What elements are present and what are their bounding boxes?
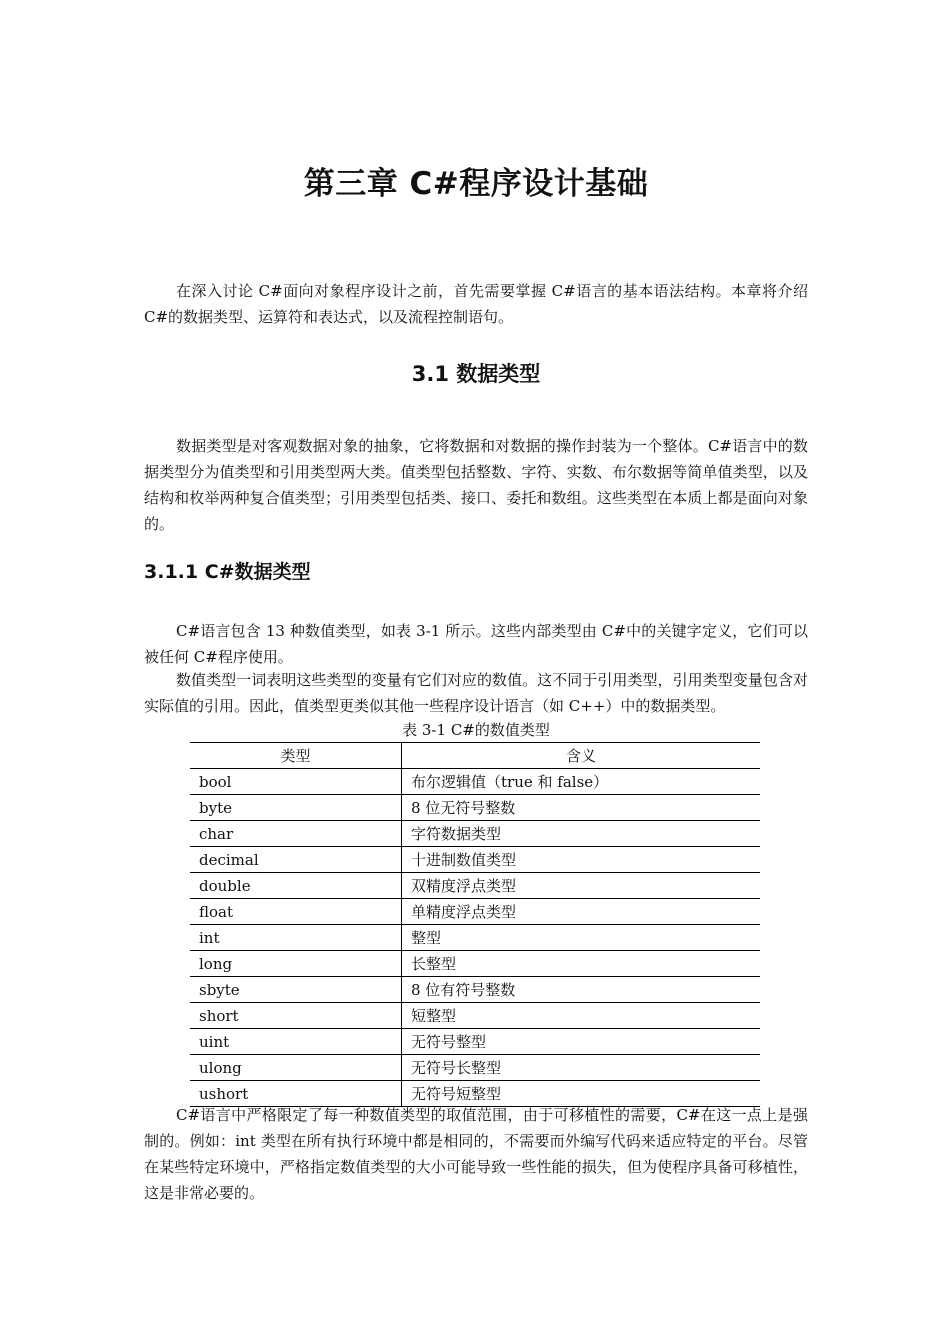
meaning-cell: 整型: [402, 925, 761, 951]
meaning-cell: 布尔逻辑值（true 和 false）: [402, 769, 761, 795]
meaning-cell: 无符号整型: [402, 1029, 761, 1055]
type-cell: int: [190, 925, 402, 951]
intro-paragraph: 在深入讨论 C#面向对象程序设计之前，首先需要掌握 C#语言的基本语法结构。本章将介绍 C#的数据类型、运算符和表达式，以及流程控制语句。: [144, 282, 808, 326]
table-row: [190, 1029, 760, 1055]
meaning-cell: 无符号长整型: [402, 1055, 761, 1081]
header-type: 类型: [190, 743, 402, 769]
table-row: [190, 977, 760, 1003]
table-row: [190, 925, 760, 951]
meaning-cell: 十进制数值类型: [402, 847, 761, 873]
section-title-3-1: 3.1 数据类型: [411, 362, 541, 386]
paragraph-value-types: 数值类型一词表明这些类型的变量有它们对应的数值。这不同于引用类型，引用类型变量包含对实际值的引用。因此，值类型更类似其他一些程序设计语言（如 C++）中的数据类型。: [144, 671, 808, 715]
type-cell: ulong: [190, 1055, 402, 1081]
meaning-cell: 短整型: [402, 1003, 761, 1029]
table-header-row: [190, 743, 760, 769]
type-cell: ushort: [190, 1081, 402, 1107]
chapter-title: 第三章 C#程序设计基础: [303, 166, 649, 202]
subsection-title-3-1-1: 3.1.1 C#数据类型: [144, 561, 311, 583]
meaning-cell: 8 位无符号整数: [402, 795, 761, 821]
section-3-1-paragraph: 数据类型是对客观数据对象的抽象，它将数据和对数据的操作封装为一个整体。C#语言中的数据类型分为值类型和引用类型两大类。值类型包括整数、字符、实数、布尔数据等简单值类型，以及结构和枚举两种复合值类型；引用类型包括类、接口、委托和数组。这些类型在本质上都是面向对象的。: [144, 437, 808, 533]
type-cell: decimal: [190, 847, 402, 873]
table-row: [190, 899, 760, 925]
type-cell: long: [190, 951, 402, 977]
meaning-cell: 单精度浮点类型: [402, 899, 761, 925]
meaning-cell: 双精度浮点类型: [402, 873, 761, 899]
type-cell: uint: [190, 1029, 402, 1055]
type-cell: bool: [190, 769, 402, 795]
type-cell: byte: [190, 795, 402, 821]
table-row: [190, 873, 760, 899]
table-caption: 表 3-1 C#的数值类型: [402, 721, 550, 739]
meaning-cell: 无符号短整型: [402, 1081, 761, 1107]
paragraph-value-ranges: C#语言中严格限定了每一种数值类型的取值范围，由于可移植性的需要，C#在这一点上是强制的。例如：int 类型在所有执行环境中都是相同的，不需要而外编写代码来适应特定的平台。尽管在某些特定环境中，严格指定数值类型的大小可能导致一些性能的损失，但为使程序具备可移植性，这是非常必要的。: [144, 1106, 808, 1202]
meaning-cell: 长整型: [402, 951, 761, 977]
table-row: [190, 795, 760, 821]
table-row: [190, 1003, 760, 1029]
type-cell: short: [190, 1003, 402, 1029]
type-cell: double: [190, 873, 402, 899]
table-row: [190, 951, 760, 977]
type-cell: sbyte: [190, 977, 402, 1003]
type-cell: char: [190, 821, 402, 847]
type-cell: float: [190, 899, 402, 925]
table-row: [190, 769, 760, 795]
paragraph-numeric-types: C#语言包含 13 种数值类型，如表 3-1 所示。这些内部类型由 C#中的关键字定义，它们可以被任何 C#程序使用。: [144, 622, 808, 666]
numeric-types-table: [190, 742, 760, 1107]
header-meaning: 含义: [402, 743, 761, 769]
meaning-cell: 8 位有符号整数: [402, 977, 761, 1003]
table-row: [190, 1055, 760, 1081]
meaning-cell: 字符数据类型: [402, 821, 761, 847]
table-row: [190, 821, 760, 847]
table-row: [190, 847, 760, 873]
